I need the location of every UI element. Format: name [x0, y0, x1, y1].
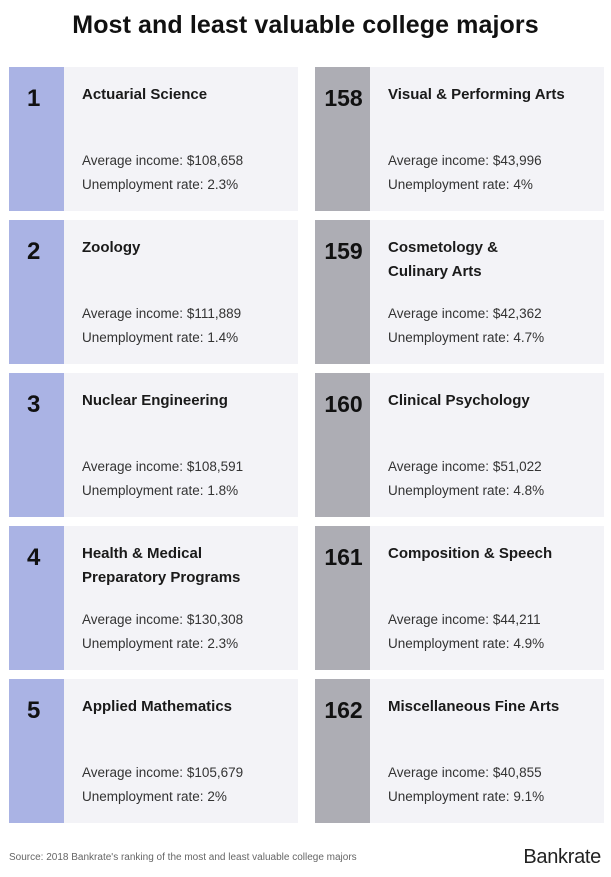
rank-number: 159 [324, 238, 363, 264]
unemployment-rate [388, 479, 544, 503]
stats [82, 608, 243, 656]
income-label: Average income: [388, 306, 493, 321]
rank-box [315, 67, 370, 211]
income-value: $108,658 [186, 153, 244, 168]
unemployment-value: 2.3% [207, 177, 239, 192]
rank-box [315, 220, 370, 364]
rank-number: 158 [324, 85, 363, 111]
income-value: $43,996 [492, 153, 542, 168]
major-name: Composition & Speech [388, 545, 553, 562]
stats [82, 302, 241, 350]
unemployment-rate [388, 632, 544, 656]
income-label: Average income: [82, 459, 187, 474]
major-card [315, 220, 604, 364]
stats [388, 302, 544, 350]
card-body [64, 67, 298, 211]
rank-number: 5 [27, 697, 41, 724]
income-value: $130,308 [186, 612, 244, 627]
bankrate-logo: Bankrate [523, 846, 601, 868]
rank-number: 160 [324, 391, 363, 417]
unemployment-value: 4% [513, 177, 533, 192]
unemployment-label: Unemployment rate: [82, 636, 208, 651]
card-body [370, 373, 604, 517]
stats [388, 608, 544, 656]
rank-number: 161 [324, 544, 363, 570]
card-body [64, 679, 298, 823]
unemployment-rate [82, 173, 243, 197]
unemployment-rate [388, 173, 542, 197]
stats [82, 149, 243, 197]
rank-box [315, 373, 370, 517]
unemployment-rate [388, 785, 544, 809]
unemployment-value: 4.7% [513, 330, 545, 345]
unemployment-label: Unemployment rate: [388, 483, 514, 498]
unemployment-rate [82, 632, 243, 656]
card-body [370, 526, 604, 670]
income-label: Average income: [82, 765, 187, 780]
unemployment-value: 2.3% [207, 636, 239, 651]
stats [388, 149, 542, 197]
rank-box [9, 220, 64, 364]
unemployment-value: 9.1% [513, 789, 545, 804]
rank-number: 4 [27, 544, 41, 571]
income-value: $40,855 [492, 765, 542, 780]
income-value: $51,022 [492, 459, 542, 474]
card-body [370, 679, 604, 823]
major-name: Health & Medical Preparatory Programs [82, 545, 241, 586]
stats [388, 761, 544, 809]
unemployment-label: Unemployment rate: [388, 177, 514, 192]
major-card [315, 373, 604, 517]
unemployment-value: 1.8% [207, 483, 239, 498]
rank-box [9, 373, 64, 517]
average-income [82, 149, 243, 173]
income-value: $42,362 [492, 306, 542, 321]
major-card [315, 526, 604, 670]
unemployment-rate [82, 326, 241, 350]
least-valuable-column [315, 67, 604, 832]
rank-box [315, 679, 370, 823]
major-name: Actuarial Science [82, 86, 208, 103]
income-label: Average income: [82, 153, 187, 168]
major-card [9, 526, 298, 670]
income-label: Average income: [388, 765, 493, 780]
average-income [82, 455, 243, 479]
major-card [9, 67, 298, 211]
card-body [370, 67, 604, 211]
card-body [64, 526, 298, 670]
income-label: Average income: [388, 459, 493, 474]
stats [82, 455, 243, 503]
major-card [9, 679, 298, 823]
average-income [388, 455, 544, 479]
rank-number: 1 [27, 85, 41, 112]
unemployment-label: Unemployment rate: [388, 789, 514, 804]
unemployment-rate [82, 479, 243, 503]
average-income [388, 302, 544, 326]
income-value: $105,679 [186, 765, 244, 780]
major-name: Applied Mathematics [82, 698, 233, 715]
average-income [388, 761, 544, 785]
income-label: Average income: [82, 612, 187, 627]
page-title: Most and least valuable college majors [72, 11, 539, 39]
income-label: Average income: [82, 306, 187, 321]
rank-box [9, 67, 64, 211]
unemployment-label: Unemployment rate: [388, 330, 514, 345]
rank-box [9, 526, 64, 670]
rank-number: 162 [324, 697, 363, 723]
major-card [9, 373, 298, 517]
income-value: $111,889 [186, 306, 242, 321]
unemployment-value: 4.9% [513, 636, 545, 651]
card-body [64, 373, 298, 517]
card-body [64, 220, 298, 364]
average-income [82, 608, 243, 632]
unemployment-rate [388, 326, 544, 350]
unemployment-value: 4.8% [513, 483, 545, 498]
card-body [370, 220, 604, 364]
major-card [9, 220, 298, 364]
major-card [315, 679, 604, 823]
income-value: $108,591 [186, 459, 244, 474]
average-income [82, 761, 243, 785]
rank-box [9, 679, 64, 823]
major-card [315, 67, 604, 211]
unemployment-label: Unemployment rate: [388, 636, 514, 651]
income-label: Average income: [388, 153, 493, 168]
unemployment-label: Unemployment rate: [82, 177, 208, 192]
average-income [388, 608, 544, 632]
average-income [82, 302, 241, 326]
major-name: Nuclear Engineering [82, 392, 228, 409]
major-name: Clinical Psychology [388, 392, 530, 409]
unemployment-label: Unemployment rate: [82, 789, 208, 804]
unemployment-value: 2% [207, 789, 227, 804]
major-name: Visual & Performing Arts [388, 86, 565, 103]
rank-number: 3 [27, 391, 41, 418]
unemployment-label: Unemployment rate: [82, 483, 208, 498]
source-note: Source: 2018 Bankrate's ranking of the most and least valuable college majors [9, 852, 357, 863]
income-value: $44,211 [492, 612, 541, 627]
unemployment-rate [82, 785, 243, 809]
income-label: Average income: [388, 612, 493, 627]
unemployment-value: 1.4% [207, 330, 239, 345]
unemployment-label: Unemployment rate: [82, 330, 208, 345]
major-name: Zoology [82, 239, 141, 256]
stats [82, 761, 243, 809]
stats [388, 455, 544, 503]
rank-box [315, 526, 370, 670]
major-name: Miscellaneous Fine Arts [388, 698, 560, 715]
rank-number: 2 [27, 238, 41, 265]
average-income [388, 149, 542, 173]
major-name: Cosmetology & Culinary Arts [388, 239, 499, 280]
most-valuable-column [9, 67, 298, 832]
